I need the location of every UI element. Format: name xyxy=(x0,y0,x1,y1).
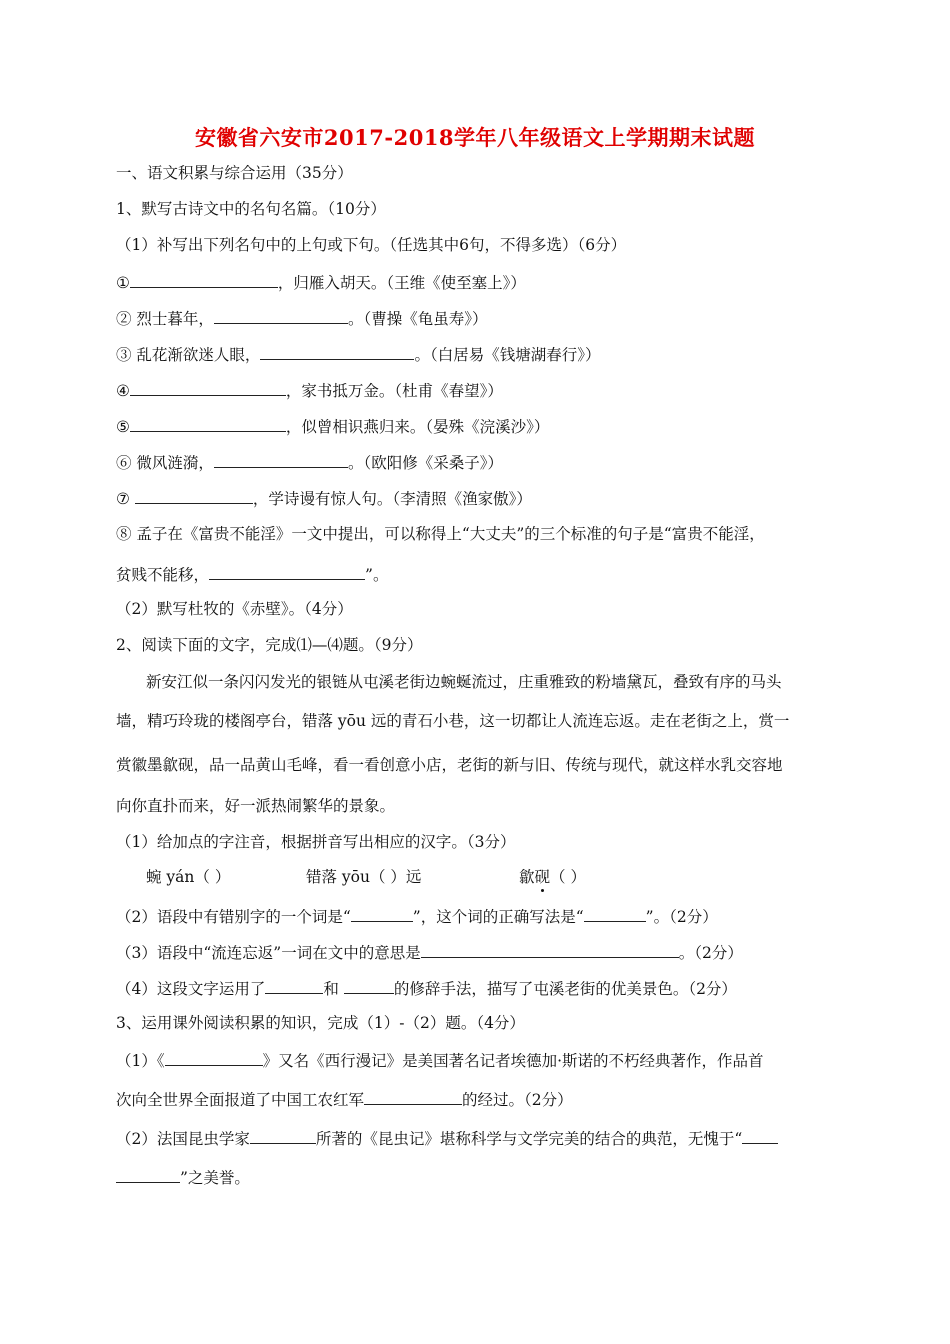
answer-blank[interactable] xyxy=(742,1127,778,1144)
question-3-sub-1 xyxy=(116,1049,764,1071)
answer-blank[interactable] xyxy=(344,977,394,994)
text: （2）语段中有错别字的一个词是“ xyxy=(116,908,351,926)
item-prefix: ⑦ xyxy=(116,490,135,508)
question-3-sub-2-continuation xyxy=(116,1166,250,1188)
question-1-sub-1: （1）补写出下列名句中的上句或下句。（任选其中6句，不得多选）（6分） xyxy=(116,236,627,254)
passage-line: 赏徽墨歙砚，品一品黄山毛峰，看一看创意小店，老街的新与旧、传统与现代，就这样水乳交容地 xyxy=(116,756,783,774)
poem-item-8: ⑧ 孟子在《富贵不能淫》一文中提出，可以称得上“大丈夫”的三个标准的句子是“富贵不能淫， xyxy=(116,525,765,543)
question-3-sub-1-continuation xyxy=(116,1088,573,1110)
text: 的修辞手法，描写了屯溪老街的优美景色。（2分） xyxy=(393,980,737,998)
pinyin-item-c xyxy=(519,867,586,887)
text: ”。（2分） xyxy=(645,908,718,926)
item-suffix: 。（欧阳修《采桑子》） xyxy=(347,454,503,472)
item-suffix: 。（白居易《钱塘湖春行》） xyxy=(414,346,601,364)
item-suffix: ，家书抵万金。（杜甫《春望》） xyxy=(285,382,503,400)
item-prefix: ① xyxy=(116,274,130,292)
answer-blank[interactable] xyxy=(165,1049,263,1066)
page-title: 安徽省六安市2017-2018学年八年级语文上学期期末试题 xyxy=(194,125,756,150)
answer-blank[interactable] xyxy=(250,1127,316,1144)
text: 所著的《昆虫记》堪称科学与文学完美的结合的典范，无愧于“ xyxy=(315,1130,743,1148)
dotted-char: 砚 xyxy=(534,868,551,886)
text: 次向全世界全面报道了中国工农红军 xyxy=(116,1091,365,1109)
pinyin-item-b: 错落 yōu（ ）远 xyxy=(306,868,422,886)
passage-line: 墙，精巧玲珑的楼阁亭台，错落 yōu 远的青石小巷，这一切都让人流连忘返。走在老街之上，赏一 xyxy=(116,712,790,730)
passage-line: 新安江似一条闪闪发光的银链从屯溪老街边蜿蜒流过，庄重雅致的粉墙黛瓦，叠致有序的马头 xyxy=(146,673,782,691)
text: ”，这个词的正确写法是“ xyxy=(412,908,584,926)
item-suffix: ，学诗谩有惊人句。（李清照《渔家傲》） xyxy=(252,490,532,508)
answer-blank[interactable] xyxy=(209,563,365,580)
question-2-sub-1: （1）给加点的字注音，根据拼音写出相应的汉字。（3分） xyxy=(116,833,516,851)
question-3-heading: 3、运用课外阅读积累的知识，完成（1）-（2）题。（4分） xyxy=(116,1014,525,1032)
item-suffix: ，似曾相识燕归来。（晏殊《浣溪沙》） xyxy=(285,418,550,436)
passage-line: 向你直扑而来，好一派热闹繁华的景象。 xyxy=(116,797,396,815)
poem-item-4 xyxy=(116,379,503,401)
answer-blank[interactable] xyxy=(130,415,286,432)
poem-item-5 xyxy=(116,415,549,437)
text: 。（2分） xyxy=(678,944,743,962)
text: ”之美誉。 xyxy=(180,1169,250,1187)
question-2-sub-2 xyxy=(116,905,718,927)
answer-blank[interactable] xyxy=(116,1166,180,1183)
answer-blank[interactable] xyxy=(351,905,413,922)
question-2-heading: 2、阅读下面的文字，完成⑴—⑷题。（9分） xyxy=(116,636,423,654)
question-3-sub-2 xyxy=(116,1127,778,1149)
pinyin-item-a: 蜿 yán（ ） xyxy=(146,868,231,886)
poem-item-1 xyxy=(116,271,526,293)
question-2-sub-4 xyxy=(116,977,737,999)
answer-blank[interactable] xyxy=(260,343,414,360)
question-1-sub-2: （2）默写杜牧的《赤壁》。（4分） xyxy=(116,600,353,618)
item-suffix: 。（曹操《龟虽寿》） xyxy=(347,310,488,328)
poem-item-6 xyxy=(116,451,503,473)
item-suffix: ”。 xyxy=(365,566,389,584)
answer-blank[interactable] xyxy=(584,905,646,922)
answer-blank[interactable] xyxy=(265,977,323,994)
poem-item-3 xyxy=(116,343,600,365)
char: 歙 xyxy=(519,868,535,886)
answer-blank[interactable] xyxy=(214,451,348,468)
answer-paren: （ ） xyxy=(550,868,586,886)
item-suffix: ，归雁入胡天。（王维《使至塞上》） xyxy=(277,274,526,292)
text: 的经过。（2分） xyxy=(462,1091,573,1109)
answer-blank[interactable] xyxy=(135,487,253,504)
item-prefix: ⑤ xyxy=(116,418,130,436)
item-prefix: ④ xyxy=(116,382,130,400)
text: （3）语段中“流连忘返”一词在文中的意思是 xyxy=(116,944,421,962)
item-prefix: ⑥ 微风涟漪， xyxy=(116,454,214,472)
text: （2）法国昆虫学家 xyxy=(116,1130,250,1148)
poem-item-8-continuation xyxy=(116,563,388,585)
answer-blank[interactable] xyxy=(130,379,286,396)
poem-item-7 xyxy=(116,487,532,509)
question-1-heading: 1、默写古诗文中的名句名篇。（10分） xyxy=(116,200,386,218)
section-heading: 一、语文积累与综合运用（35分） xyxy=(116,164,353,182)
answer-blank[interactable] xyxy=(421,941,679,958)
poem-item-2 xyxy=(116,307,487,329)
question-2-sub-3 xyxy=(116,941,743,963)
answer-blank[interactable] xyxy=(364,1088,462,1105)
text: （1）《 xyxy=(116,1052,165,1070)
text: 》又名《西行漫记》是美国著名记者埃德加·斯诺的不朽经典著作，作品首 xyxy=(262,1052,764,1070)
item-prefix: ③ 乱花渐欲迷人眼， xyxy=(116,346,261,364)
item-prefix: 贫贱不能移， xyxy=(116,566,210,584)
text: （4）这段文字运用了 xyxy=(116,980,266,998)
text: 和 xyxy=(323,980,344,998)
answer-blank[interactable] xyxy=(214,307,348,324)
answer-blank[interactable] xyxy=(130,271,278,288)
item-prefix: ② 烈士暮年， xyxy=(116,310,214,328)
